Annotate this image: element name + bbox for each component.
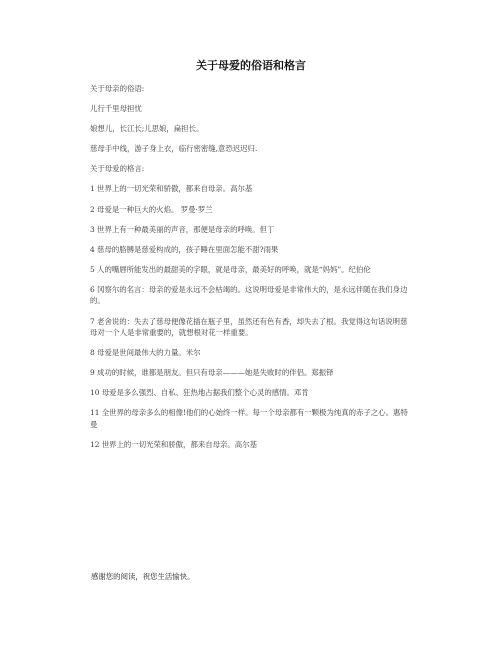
quote-item: 1 世界上的一切光荣和骄傲，都来自母亲。高尔基	[90, 184, 253, 194]
closing-note: 感谢您的阅读，祝您生活愉快。	[91, 572, 195, 581]
quote-item: 10 母爱是多么强烈、自私、狂热地占据我们整个心灵的感情。邓肯	[90, 388, 309, 398]
paragraph-proverbs-heading: 关于母亲的俗语:	[90, 84, 145, 93]
quote-item: 11 全世界的母亲多么的相像!他们的心始终一样。每一个母亲都有一颗极为纯真的赤子之心。惠特曼	[90, 408, 408, 429]
quote-item: 2 母爱是一种巨大的火焰。 罗曼·罗兰	[90, 204, 213, 214]
quote-item: 4 慈母的胳膊是慈爱构成的，孩子睡在里面怎能不甜?雨果	[90, 244, 279, 254]
quote-item: 3 世界上有一种最美丽的声音，那便是母亲的呼唤。但丁	[90, 224, 275, 234]
document-title: 关于母爱的俗语和格言	[196, 59, 306, 72]
quote-item: 5 人的嘴唇所能发出的最甜美的字眼，就是母亲，最美好的呼唤，就是“妈妈”。纪伯伦	[90, 264, 371, 274]
document-body	[90, 83, 412, 459]
paragraph-quotes-heading: 关于母爱的格言:	[90, 164, 145, 174]
paragraph-proverb-1: 儿行千里母担忧	[90, 104, 142, 114]
paragraph-proverb-3: 慈母手中线，游子身上衣，临行密密缝,意恐迟迟归.	[90, 144, 258, 154]
quote-item: 8 母爱是世间最伟大的力量。米尔	[90, 348, 201, 358]
quote-item: 6 冈察尔的名言：母亲的爱是永远不会枯竭的。这说明母爱是非常伟大的，是永远伴随在我们身边的。	[90, 284, 408, 306]
paragraph-proverb-2: 娘想儿，长江长;儿思娘，扁担长。	[90, 124, 204, 134]
quote-item: 12 世界上的一切光荣和骄傲，都来自母亲。高尔基	[90, 440, 257, 449]
quote-item: 9 成功的时候，谁都是朋友。但只有母亲———她是失败时的伴侣。郑振铎	[90, 368, 334, 378]
quote-item: 7 老舍说的：失去了慈母便像花插在瓶子里，虽然还有色有香，却失去了根。我觉得这句话说明慈母对一个人是非常重要的，就想根对花一样重要。	[90, 316, 408, 338]
